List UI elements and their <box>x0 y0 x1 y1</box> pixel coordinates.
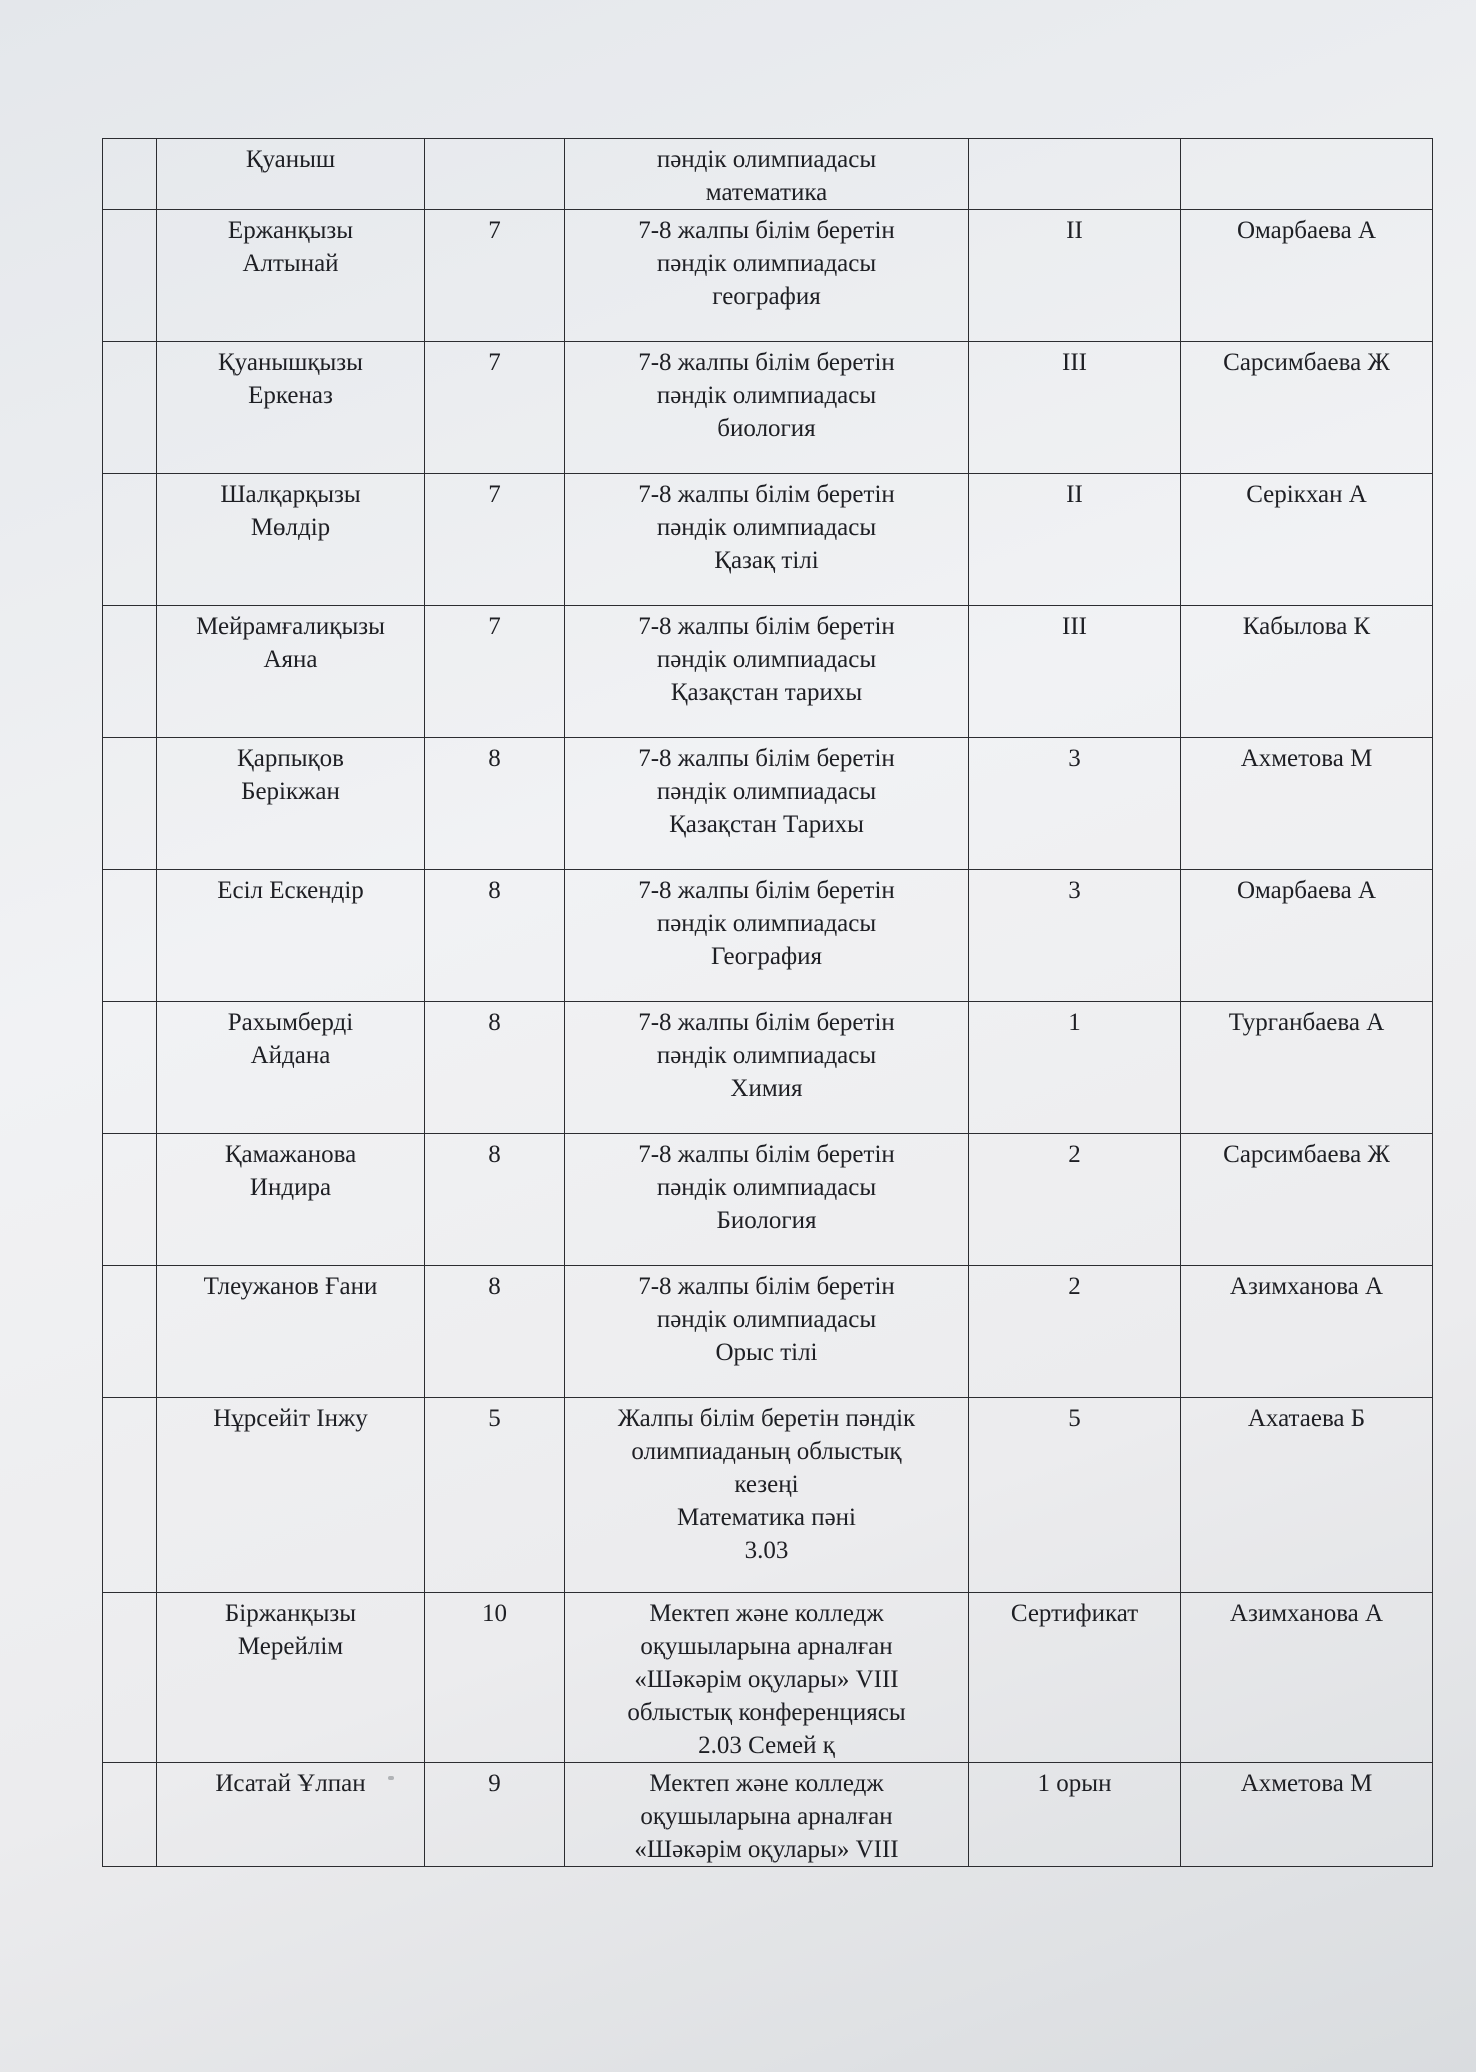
student-name-cell: Исатай Ұлпан <box>157 1763 425 1867</box>
table-row <box>103 870 1433 1002</box>
event-cell: Жалпы білім беретін пәндік олимпиаданың облыстық кезеңі Математика пәні 3.03 <box>565 1398 969 1593</box>
event-cell: 7-8 жалпы білім беретін пәндік олимпиадасы Химия <box>565 1002 969 1134</box>
grade-cell: 8 <box>425 1134 565 1266</box>
place-cell: 1 орын <box>969 1763 1181 1867</box>
teacher-cell: Кабылова К <box>1181 606 1433 738</box>
event-cell: 7-8 жалпы білім беретін пәндік олимпиадасы Биология <box>565 1134 969 1266</box>
student-name-cell: Нұрсейіт Інжу <box>157 1398 425 1593</box>
teacher-cell: Омарбаева А <box>1181 210 1433 342</box>
place-cell: II <box>969 474 1181 606</box>
place-cell: 2 <box>969 1134 1181 1266</box>
teacher-cell: Азимханова А <box>1181 1593 1433 1763</box>
row-number-cell <box>103 1593 157 1763</box>
table-row <box>103 1593 1433 1763</box>
place-cell: 3 <box>969 870 1181 1002</box>
teacher-cell: Омарбаева А <box>1181 870 1433 1002</box>
teacher-cell <box>1181 139 1433 210</box>
row-number-cell <box>103 606 157 738</box>
place-cell: 1 <box>969 1002 1181 1134</box>
row-number-cell <box>103 870 157 1002</box>
place-cell <box>969 139 1181 210</box>
teacher-cell: Турганбаева А <box>1181 1002 1433 1134</box>
student-name-cell: Қамажанова Индира <box>157 1134 425 1266</box>
table-row <box>103 139 1433 210</box>
event-cell: 7-8 жалпы білім беретін пәндік олимпиадасы география <box>565 210 969 342</box>
row-number-cell <box>103 1763 157 1867</box>
grade-cell: 8 <box>425 1002 565 1134</box>
event-cell: 7-8 жалпы білім беретін пәндік олимпиадасы Қазақстан Тарихы <box>565 738 969 870</box>
teacher-cell: Ахметова М <box>1181 738 1433 870</box>
student-name-cell: Қарпықов Берікжан <box>157 738 425 870</box>
grade-cell: 7 <box>425 474 565 606</box>
row-number-cell <box>103 342 157 474</box>
place-cell: III <box>969 606 1181 738</box>
student-name-cell: Шалқарқызы Мөлдір <box>157 474 425 606</box>
paper-smudge <box>388 1776 394 1780</box>
olympiad-results-table <box>102 138 1433 1867</box>
row-number-cell <box>103 1398 157 1593</box>
table-row <box>103 606 1433 738</box>
student-name-cell: Ержанқызы Алтынай <box>157 210 425 342</box>
table-row <box>103 210 1433 342</box>
grade-cell: 7 <box>425 342 565 474</box>
grade-cell: 5 <box>425 1398 565 1593</box>
place-cell: II <box>969 210 1181 342</box>
place-cell: III <box>969 342 1181 474</box>
student-name-cell: Қуанышқызы Еркеназ <box>157 342 425 474</box>
grade-cell: 9 <box>425 1763 565 1867</box>
table-row <box>103 474 1433 606</box>
student-name-cell: Тлеужанов Ғани <box>157 1266 425 1398</box>
row-number-cell <box>103 210 157 342</box>
row-number-cell <box>103 139 157 210</box>
row-number-cell <box>103 1134 157 1266</box>
student-name-cell: Рахымберді Айдана <box>157 1002 425 1134</box>
teacher-cell: Сарсимбаева Ж <box>1181 342 1433 474</box>
grade-cell: 8 <box>425 870 565 1002</box>
table-row <box>103 1134 1433 1266</box>
student-name-cell: Біржанқызы Мерейлім <box>157 1593 425 1763</box>
grade-cell: 8 <box>425 738 565 870</box>
event-cell: 7-8 жалпы білім беретін пәндік олимпиадасы биология <box>565 342 969 474</box>
table-row <box>103 342 1433 474</box>
student-name-cell: Мейрамғалиқызы Аяна <box>157 606 425 738</box>
place-cell: 5 <box>969 1398 1181 1593</box>
grade-cell: 10 <box>425 1593 565 1763</box>
grade-cell <box>425 139 565 210</box>
teacher-cell: Азимханова А <box>1181 1266 1433 1398</box>
row-number-cell <box>103 474 157 606</box>
teacher-cell: Ахметова М <box>1181 1763 1433 1867</box>
row-number-cell <box>103 738 157 870</box>
event-cell: 7-8 жалпы білім беретін пәндік олимпиадасы География <box>565 870 969 1002</box>
student-name-cell: Есіл Ескендір <box>157 870 425 1002</box>
teacher-cell: Ахатаева Б <box>1181 1398 1433 1593</box>
table-row <box>103 1266 1433 1398</box>
table-row <box>103 738 1433 870</box>
grade-cell: 7 <box>425 210 565 342</box>
event-cell: 7-8 жалпы білім беретін пәндік олимпиадасы Орыс тілі <box>565 1266 969 1398</box>
table-row <box>103 1398 1433 1593</box>
teacher-cell: Сарсимбаева Ж <box>1181 1134 1433 1266</box>
event-cell: Мектеп және колледж оқушыларына арналған «Шәкәрім оқулары» VIII <box>565 1763 969 1867</box>
grade-cell: 8 <box>425 1266 565 1398</box>
event-cell: пәндік олимпиадасы математика <box>565 139 969 210</box>
table-row <box>103 1002 1433 1134</box>
event-cell: Мектеп және колледж оқушыларына арналған «Шәкәрім оқулары» VIII облыстық конференциясы 2.03 Семей қ <box>565 1593 969 1763</box>
grade-cell: 7 <box>425 606 565 738</box>
place-cell: 2 <box>969 1266 1181 1398</box>
table-row <box>103 1763 1433 1867</box>
place-cell: Сертификат <box>969 1593 1181 1763</box>
place-cell: 3 <box>969 738 1181 870</box>
event-cell: 7-8 жалпы білім беретін пәндік олимпиадасы Қазақ тілі <box>565 474 969 606</box>
row-number-cell <box>103 1266 157 1398</box>
teacher-cell: Серікхан А <box>1181 474 1433 606</box>
student-name-cell: Қуаныш <box>157 139 425 210</box>
row-number-cell <box>103 1002 157 1134</box>
event-cell: 7-8 жалпы білім беретін пәндік олимпиадасы Қазақстан тарихы <box>565 606 969 738</box>
